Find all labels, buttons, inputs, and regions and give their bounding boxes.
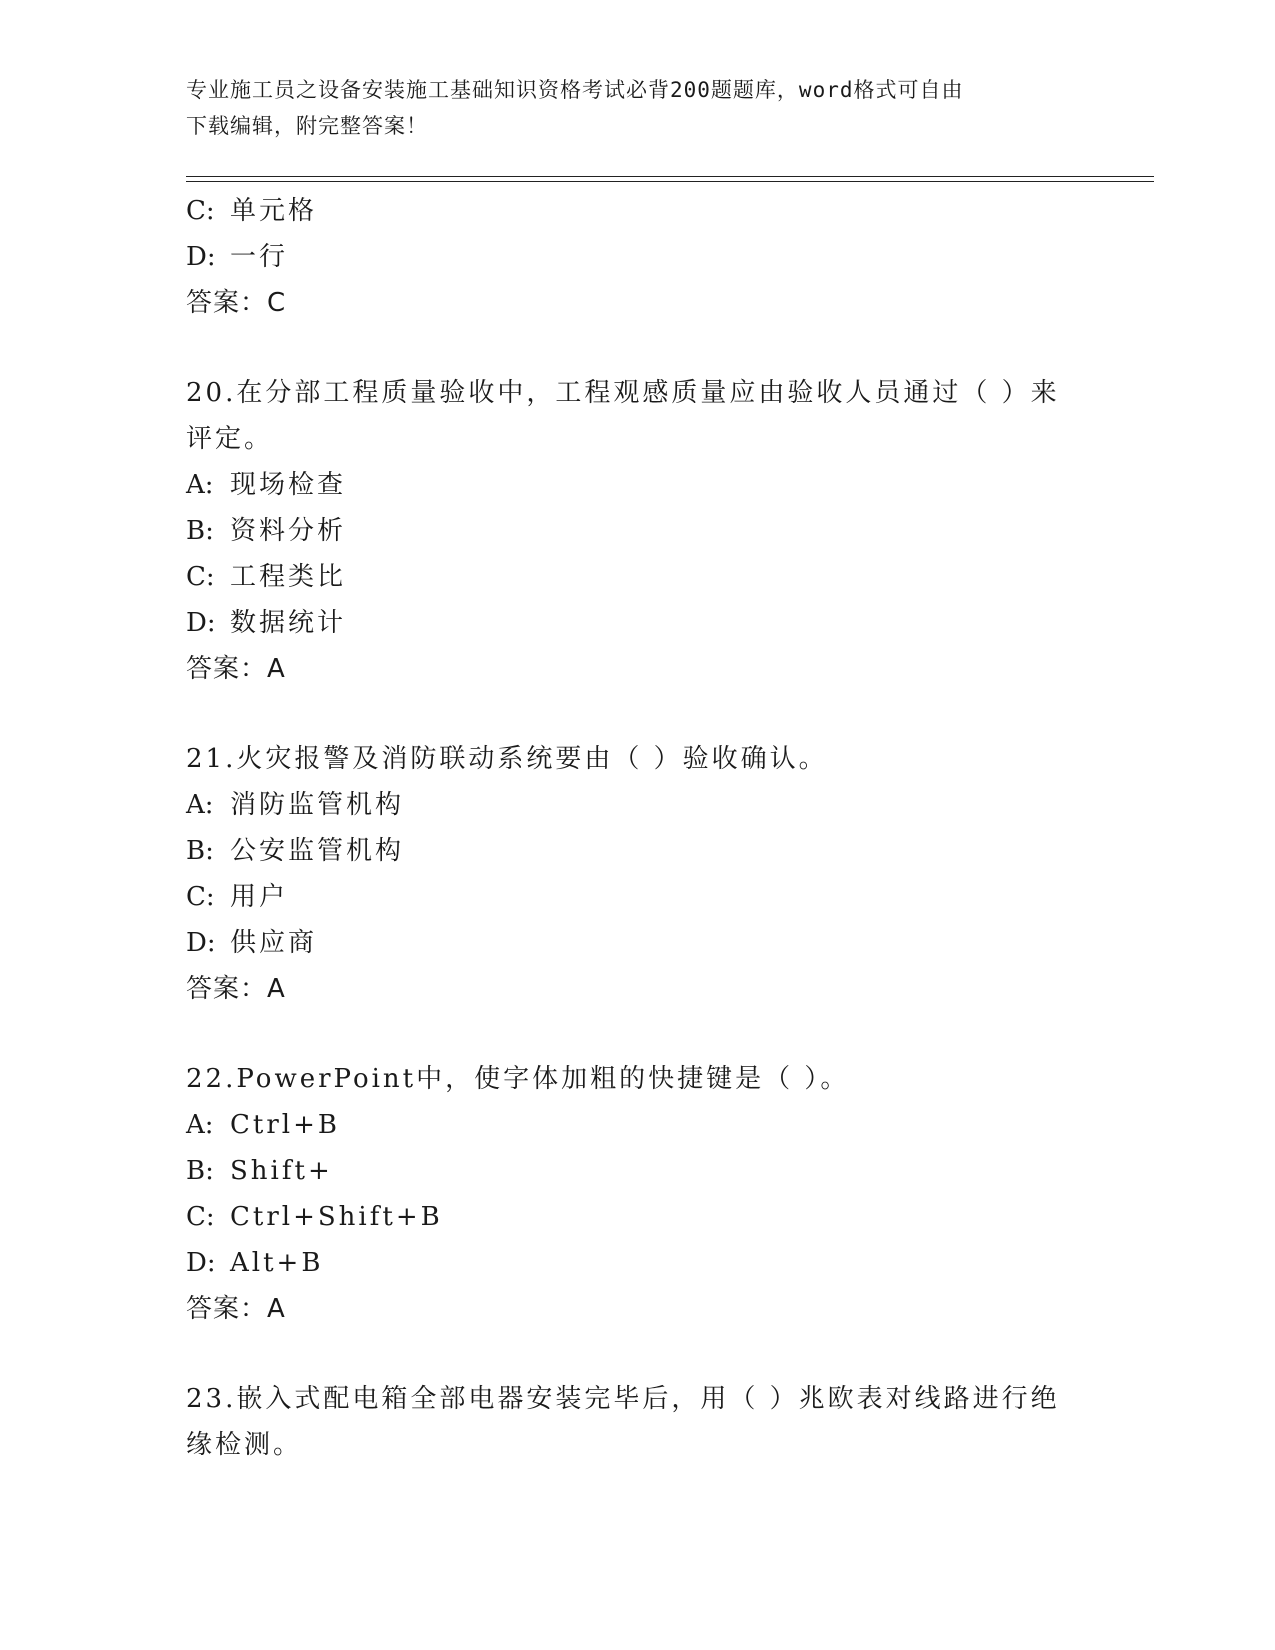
answer-line: 答案：A (186, 654, 286, 684)
option-key: D: (186, 928, 216, 958)
question-stem: 22.PowerPoint中，使字体加粗的快捷键是（ ）。 (186, 1064, 850, 1094)
option-key: B: (186, 836, 214, 866)
question-stem: 21.火灾报警及消防联动系统要由（ ）验收确认。 (186, 744, 828, 774)
option-key: A: (186, 470, 214, 500)
option-key: A: (186, 790, 214, 820)
option-key: D: (186, 242, 216, 272)
option-text: 消防监管机构 (230, 790, 405, 820)
option-key: B: (186, 516, 214, 546)
option-c (186, 1194, 1086, 1240)
option-key: A: (186, 1110, 214, 1140)
header-divider-bottom (186, 181, 1154, 182)
question-stem-continued: 缘检测。 (186, 1430, 303, 1460)
option-d (186, 920, 1086, 966)
option-c (186, 874, 1086, 920)
question-stem: 20.在分部工程质量验收中，工程观感质量应由验收人员通过（ ）来 (186, 378, 1060, 408)
option-b (186, 828, 1086, 874)
question-21 (186, 736, 1086, 1012)
option-a (186, 782, 1086, 828)
option-d (186, 234, 1086, 280)
option-b (186, 1148, 1086, 1194)
question-20 (186, 370, 1086, 692)
question-stem-continued: 评定。 (186, 424, 274, 454)
option-text: Shift+ (230, 1156, 333, 1186)
option-text: 工程类比 (230, 562, 347, 592)
option-text: 用户 (230, 882, 289, 912)
answer-line: 答案：A (186, 1294, 286, 1324)
question-list (186, 188, 1086, 1468)
option-b (186, 508, 1086, 554)
option-c (186, 188, 1086, 234)
option-text: Ctrl+Shift+B (230, 1202, 443, 1232)
header-title-line-2: 下载编辑，附完整答案！ (186, 114, 428, 138)
option-text: 单元格 (230, 196, 318, 226)
option-text: 供应商 (230, 928, 318, 958)
option-text: Alt+B (230, 1248, 324, 1278)
option-d (186, 600, 1086, 646)
option-key: D: (186, 608, 216, 638)
question-stem: 23.嵌入式配电箱全部电器安装完毕后，用（ ）兆欧表对线路进行绝 (186, 1384, 1060, 1414)
option-c (186, 554, 1086, 600)
option-key: D: (186, 1248, 216, 1278)
option-a (186, 462, 1086, 508)
option-key: C: (186, 196, 215, 226)
document-header (186, 72, 1066, 144)
question-22 (186, 1056, 1086, 1332)
option-d (186, 1240, 1086, 1286)
option-text: 数据统计 (230, 608, 347, 638)
answer-line: 答案：A (186, 974, 286, 1004)
answer-line: 答案：C (186, 288, 287, 318)
option-text: 公安监管机构 (230, 836, 405, 866)
option-key: C: (186, 882, 215, 912)
option-key: B: (186, 1156, 214, 1186)
option-key: C: (186, 562, 215, 592)
header-title-line-1: 专业施工员之设备安装施工基础知识资格考试必背200题题库，word格式可自由 (186, 78, 964, 102)
header-divider-top (186, 176, 1154, 177)
option-text: 一行 (230, 242, 289, 272)
option-text: 现场检查 (230, 470, 347, 500)
option-text: Ctrl+B (230, 1110, 340, 1140)
option-key: C: (186, 1202, 215, 1232)
option-a (186, 1102, 1086, 1148)
question-19-continuation (186, 188, 1086, 326)
question-23 (186, 1376, 1086, 1468)
option-text: 资料分析 (230, 516, 347, 546)
